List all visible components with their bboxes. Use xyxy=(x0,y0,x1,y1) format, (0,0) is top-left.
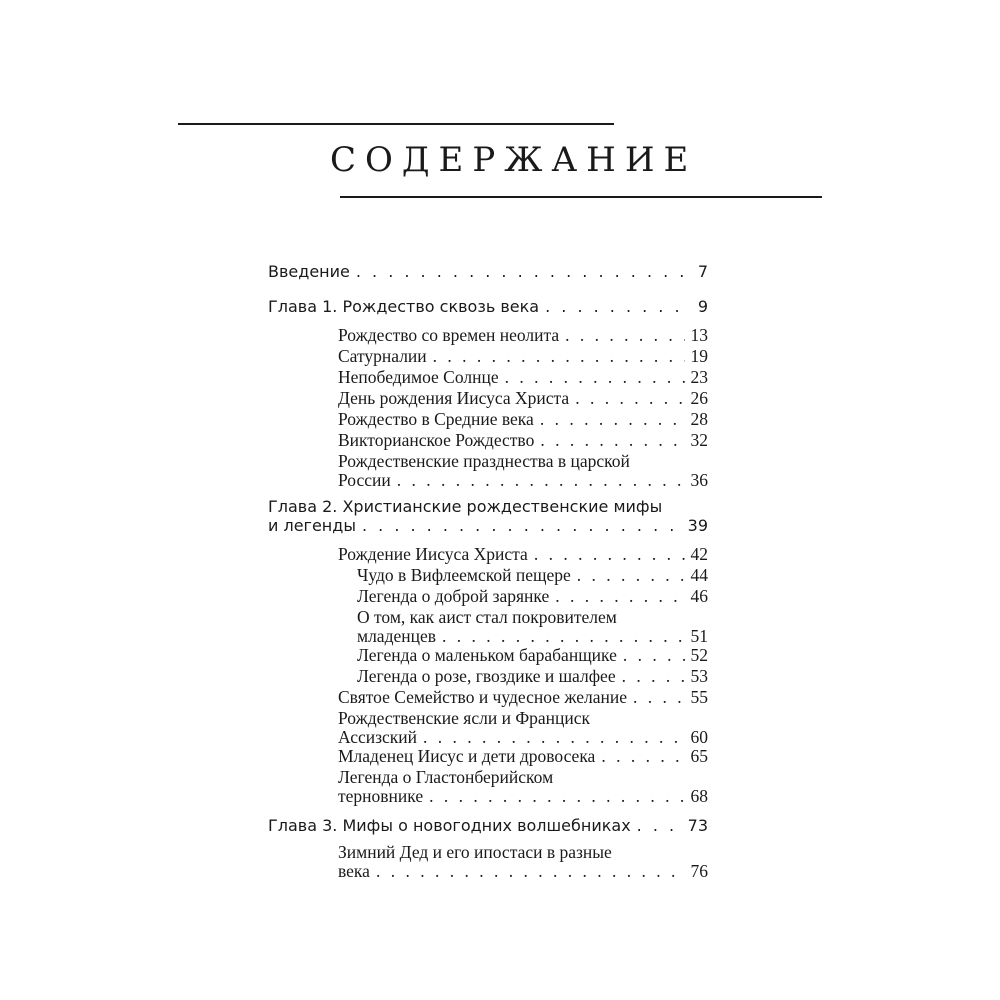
toc-entry-title: терновнике xyxy=(338,786,424,806)
toc-page-number: 73 xyxy=(687,816,708,835)
toc-section-entry[interactable] xyxy=(338,451,708,491)
dot-leader xyxy=(622,666,685,686)
toc-page-number: 19 xyxy=(690,346,708,366)
toc-entry-title: Глава 2. Христианские рождественские мифы xyxy=(268,497,663,516)
dot-leader xyxy=(633,687,685,707)
dot-leader xyxy=(397,470,685,490)
toc-entry-title: Младенец Иисус и дети дровосека xyxy=(338,746,596,766)
toc-page-number: 68 xyxy=(690,786,708,806)
toc-page-number: 51 xyxy=(690,626,708,646)
toc-section-entry[interactable] xyxy=(338,325,708,346)
toc-entry-title: Легенда о Гластонберийском xyxy=(338,767,554,787)
toc-entry-title: Рождество в Средние века xyxy=(338,409,534,429)
toc-section-entry[interactable] xyxy=(338,767,708,807)
toc-chapter-entry[interactable] xyxy=(268,497,708,537)
toc-entry-title: России xyxy=(338,470,391,490)
toc-entry-title: Викторианское Рождество xyxy=(338,430,535,450)
toc-section-entry[interactable] xyxy=(338,842,708,882)
toc-page-number: 52 xyxy=(690,645,708,665)
toc-section-entry[interactable] xyxy=(338,409,708,430)
toc-section-entry[interactable] xyxy=(338,708,708,748)
toc-section-entry[interactable] xyxy=(338,388,708,409)
toc-page-number: 9 xyxy=(697,297,708,316)
toc-entry-title: Легенда о доброй зарянке xyxy=(357,586,550,606)
toc-entry-title: Глава 1. Рождество сквозь века xyxy=(268,297,540,316)
toc-chapter-entry[interactable] xyxy=(268,816,708,837)
toc-entry-title: Легенда о маленьком барабанщике xyxy=(357,645,617,665)
dot-leader xyxy=(356,262,692,282)
toc-entry-title: Ассизский xyxy=(338,727,418,747)
toc-entry-title: и легенды xyxy=(268,516,356,535)
dot-leader xyxy=(555,586,684,606)
toc-entry-title: Зимний Дед и его ипостаси в разные xyxy=(338,842,612,862)
toc-entry-title: Рождественские празднества в царской xyxy=(338,451,630,471)
toc-page-number: 36 xyxy=(690,470,708,490)
toc-section-entry[interactable] xyxy=(338,687,708,708)
toc-page-number: 32 xyxy=(690,430,708,450)
toc-page-number: 13 xyxy=(690,325,708,345)
toc-page-number: 65 xyxy=(690,746,708,766)
toc-entry-title: века xyxy=(338,861,370,881)
toc-page-number: 44 xyxy=(690,565,708,585)
toc-page-number: 28 xyxy=(690,409,708,429)
dot-leader xyxy=(540,409,685,429)
toc-page-number: 55 xyxy=(690,687,708,707)
toc-entry-title: День рождения Иисуса Христа xyxy=(338,388,570,408)
toc-section-entry[interactable] xyxy=(338,544,708,565)
dot-leader xyxy=(577,565,685,585)
dot-leader xyxy=(540,430,684,450)
toc-entry-title: Введение xyxy=(268,262,350,281)
dot-leader xyxy=(423,727,684,747)
toc-chapter-entry[interactable] xyxy=(268,297,708,318)
toc-section-entry[interactable] xyxy=(338,746,708,767)
dot-leader xyxy=(429,786,684,806)
dot-leader xyxy=(575,388,684,408)
toc-entry-title: О том, как аист стал покровителем xyxy=(357,607,617,627)
dot-leader xyxy=(505,367,685,387)
dot-leader xyxy=(623,645,685,665)
top-rule xyxy=(178,123,614,125)
page-title: СОДЕРЖАНИЕ xyxy=(330,140,698,180)
toc-page-number: 39 xyxy=(687,516,708,535)
dot-leader xyxy=(442,626,684,646)
dot-leader xyxy=(376,861,685,881)
toc-entry-title: Глава 3. Мифы о новогодних волшебниках xyxy=(268,816,631,835)
toc-section-entry[interactable] xyxy=(338,367,708,388)
bottom-rule xyxy=(340,196,822,198)
toc-page-number: 76 xyxy=(690,861,708,881)
dot-leader xyxy=(545,297,692,317)
toc-entry-title: младенцев xyxy=(357,626,437,646)
toc-section-entry[interactable] xyxy=(338,430,708,451)
toc-entry-title: Легенда о розе, гвоздике и шалфее xyxy=(357,666,616,686)
toc-section-entry[interactable] xyxy=(338,346,708,367)
dot-leader xyxy=(534,544,685,564)
toc-entry-title: Рождественские ясли и Франциск xyxy=(338,708,591,728)
dot-leader xyxy=(637,816,682,836)
toc-chapter-entry[interactable] xyxy=(268,262,708,283)
dot-leader xyxy=(565,325,684,345)
toc-page-number: 7 xyxy=(697,262,708,281)
toc-page-number: 23 xyxy=(690,367,708,387)
toc-page-number: 42 xyxy=(690,544,708,564)
toc-entry-title: Непобедимое Солнце xyxy=(338,367,499,387)
toc-section-entry[interactable] xyxy=(357,645,708,666)
toc-page-number: 26 xyxy=(690,388,708,408)
toc-section-entry[interactable] xyxy=(357,666,708,687)
toc-page-number: 60 xyxy=(690,727,708,747)
dot-leader xyxy=(433,346,685,366)
dot-leader xyxy=(601,746,684,766)
toc-section-entry[interactable] xyxy=(357,565,708,586)
toc-entry-title: Рождество со времен неолита xyxy=(338,325,560,345)
toc-entry-title: Сатурналии xyxy=(338,346,427,366)
toc-page-number: 53 xyxy=(690,666,708,686)
dot-leader xyxy=(362,516,682,536)
toc-entry-title: Чудо в Вифлеемской пещере xyxy=(357,565,571,585)
toc-section-entry[interactable] xyxy=(357,586,708,607)
toc-entry-title: Рождение Иисуса Христа xyxy=(338,544,528,564)
toc-page-number: 46 xyxy=(690,586,708,606)
toc-entry-title: Святое Семейство и чудесное желание xyxy=(338,687,627,707)
toc-section-entry[interactable] xyxy=(357,607,708,647)
